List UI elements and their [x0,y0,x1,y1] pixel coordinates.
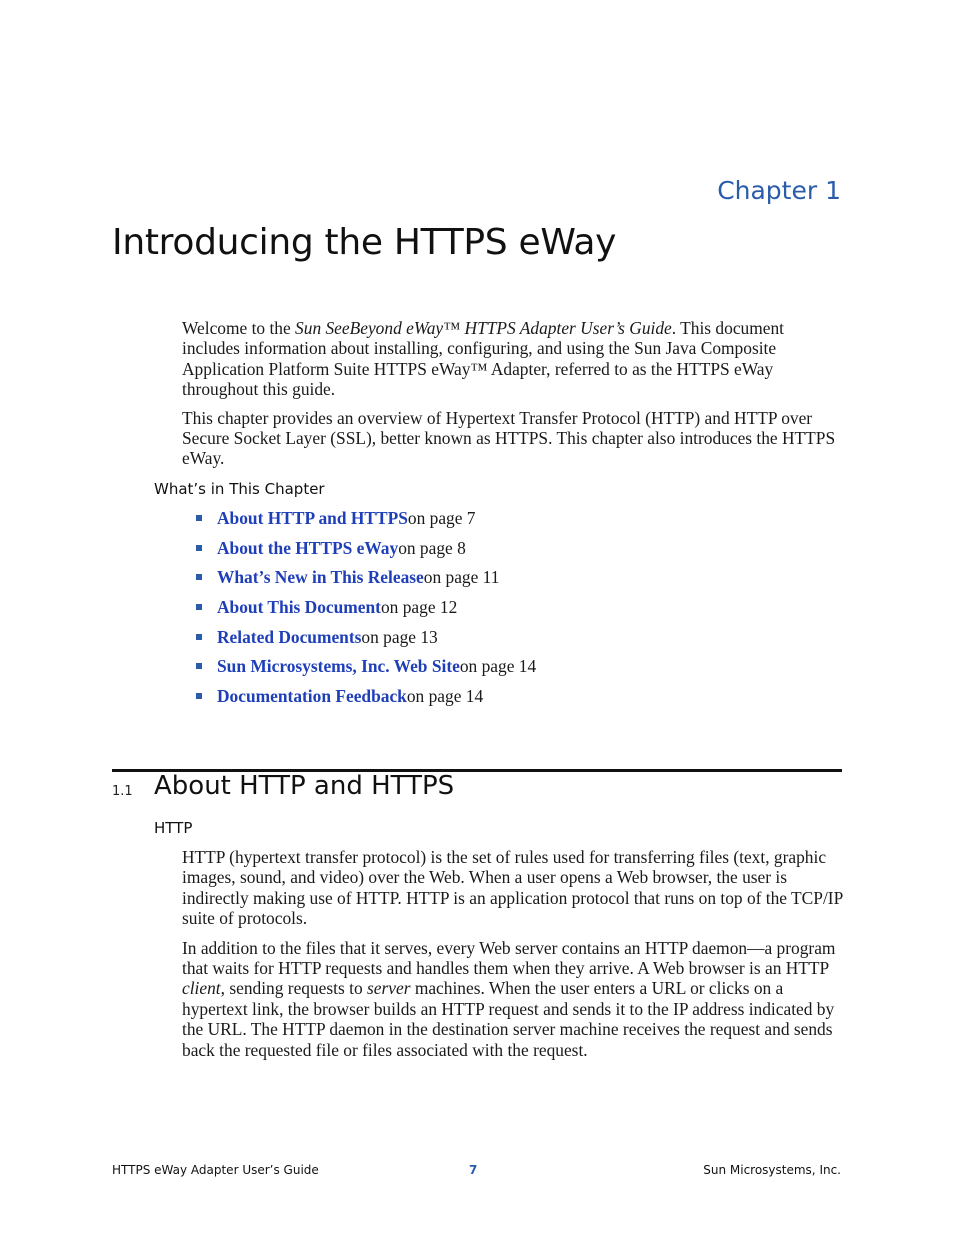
footer-guide-title: HTTPS eWay Adapter User’s Guide [112,1163,319,1177]
toc-page-ref: on page 7 [407,508,476,528]
http-paragraph-1: HTTP (hypertext transfer protocol) is the set of rules used for transferring files (text, graphic images, sound, and video) over the Web. When a user opens a Web browser, the user is indirectly making use of HTTP. HTTP is an application protocol that runs on top of the TCP/IP suite of protocols. [182,847,843,929]
server-term: server [367,978,411,999]
square-bullet-icon [196,545,202,551]
client-term: client [182,978,221,999]
toc-link[interactable]: Documentation Feedback [217,686,407,707]
intro-paragraph-1 [182,318,844,400]
toc-link[interactable]: About the HTTPS eWay [217,537,399,558]
toc-link[interactable]: What’s New in This Release [217,567,424,588]
toc-page-ref: on page 8 [398,537,466,558]
square-bullet-icon [196,574,202,580]
toc-page-ref: on page 11 [423,567,500,588]
http-block [182,847,844,1060]
square-bullet-icon [196,515,202,521]
intro-paragraph-2: This chapter provides an overview of Hypertext Transfer Protocol (HTTP) and HTTP over Secure Socket Layer (SSL), better known as HTTPS. This chapter also introduces the HTTPS eWay. [182,407,836,469]
http-subheading: HTTP [154,819,193,837]
square-bullet-icon [196,663,202,669]
list-item [196,567,536,597]
section-number: 1.1 [112,784,133,799]
list-item [196,686,536,716]
guide-title: Sun SeeBeyond eWay™ HTTPS Adapter User’s Guide [295,318,672,338]
whats-in-chapter-heading: What’s in This Chapter [154,480,325,498]
toc-page-ref: on page 12 [380,597,458,618]
toc-page-ref: on page 14 [459,656,537,677]
section-title: About HTTP and HTTPS [154,771,455,801]
http-p2-text-b: , sending requests to [220,978,367,999]
list-item [196,508,536,538]
chapter-title: Introducing the HTTPS eWay [112,222,617,263]
footer-company: Sun Microsystems, Inc. [703,1163,841,1177]
square-bullet-icon [196,693,202,699]
toc-page-ref: on page 14 [406,686,484,707]
intro-block [182,318,844,469]
footer-page-number: 7 [469,1163,478,1177]
toc-link[interactable]: About This Document [217,597,381,618]
http-paragraph-2 [182,938,844,1060]
http-p2-text-a: In addition to the files that it serves, every Web server contains an HTTP daemon—a program that waits for HTTP requests and handles them when they arrive. A Web browser is an HTTP [182,937,836,979]
list-item [196,538,536,568]
list-item [196,627,536,657]
list-item [196,656,536,686]
intro-p1-text: Welcome to the [182,318,296,338]
toc-link[interactable]: Sun Microsystems, Inc. Web Site [217,656,460,677]
list-item [196,597,536,627]
chapter-label: Chapter 1 [717,176,841,205]
toc-link[interactable]: About HTTP and HTTPS [217,508,408,528]
square-bullet-icon [196,604,202,610]
http-p2-text-c: machines. When the user enters a URL or clicks on a hypertext link, the browser builds an HTTP request and sends it to the IP address indicated by the URL. The HTTP daemon in the destination server machine receives the request and sends back the requested file or files associated with the request. [182,978,835,1060]
toc-page-ref: on page 13 [361,626,438,647]
intro-p1-text-end: . This document includes information about installing, configuring, and using the Sun Java Composite Application Platform Suite HTTPS eWay™ Adapter, referred to as the HTTPS eWay throughout this guide. [182,318,785,400]
toc-link[interactable]: Related Documents [217,626,362,647]
square-bullet-icon [196,634,202,640]
chapter-toc [196,508,536,716]
